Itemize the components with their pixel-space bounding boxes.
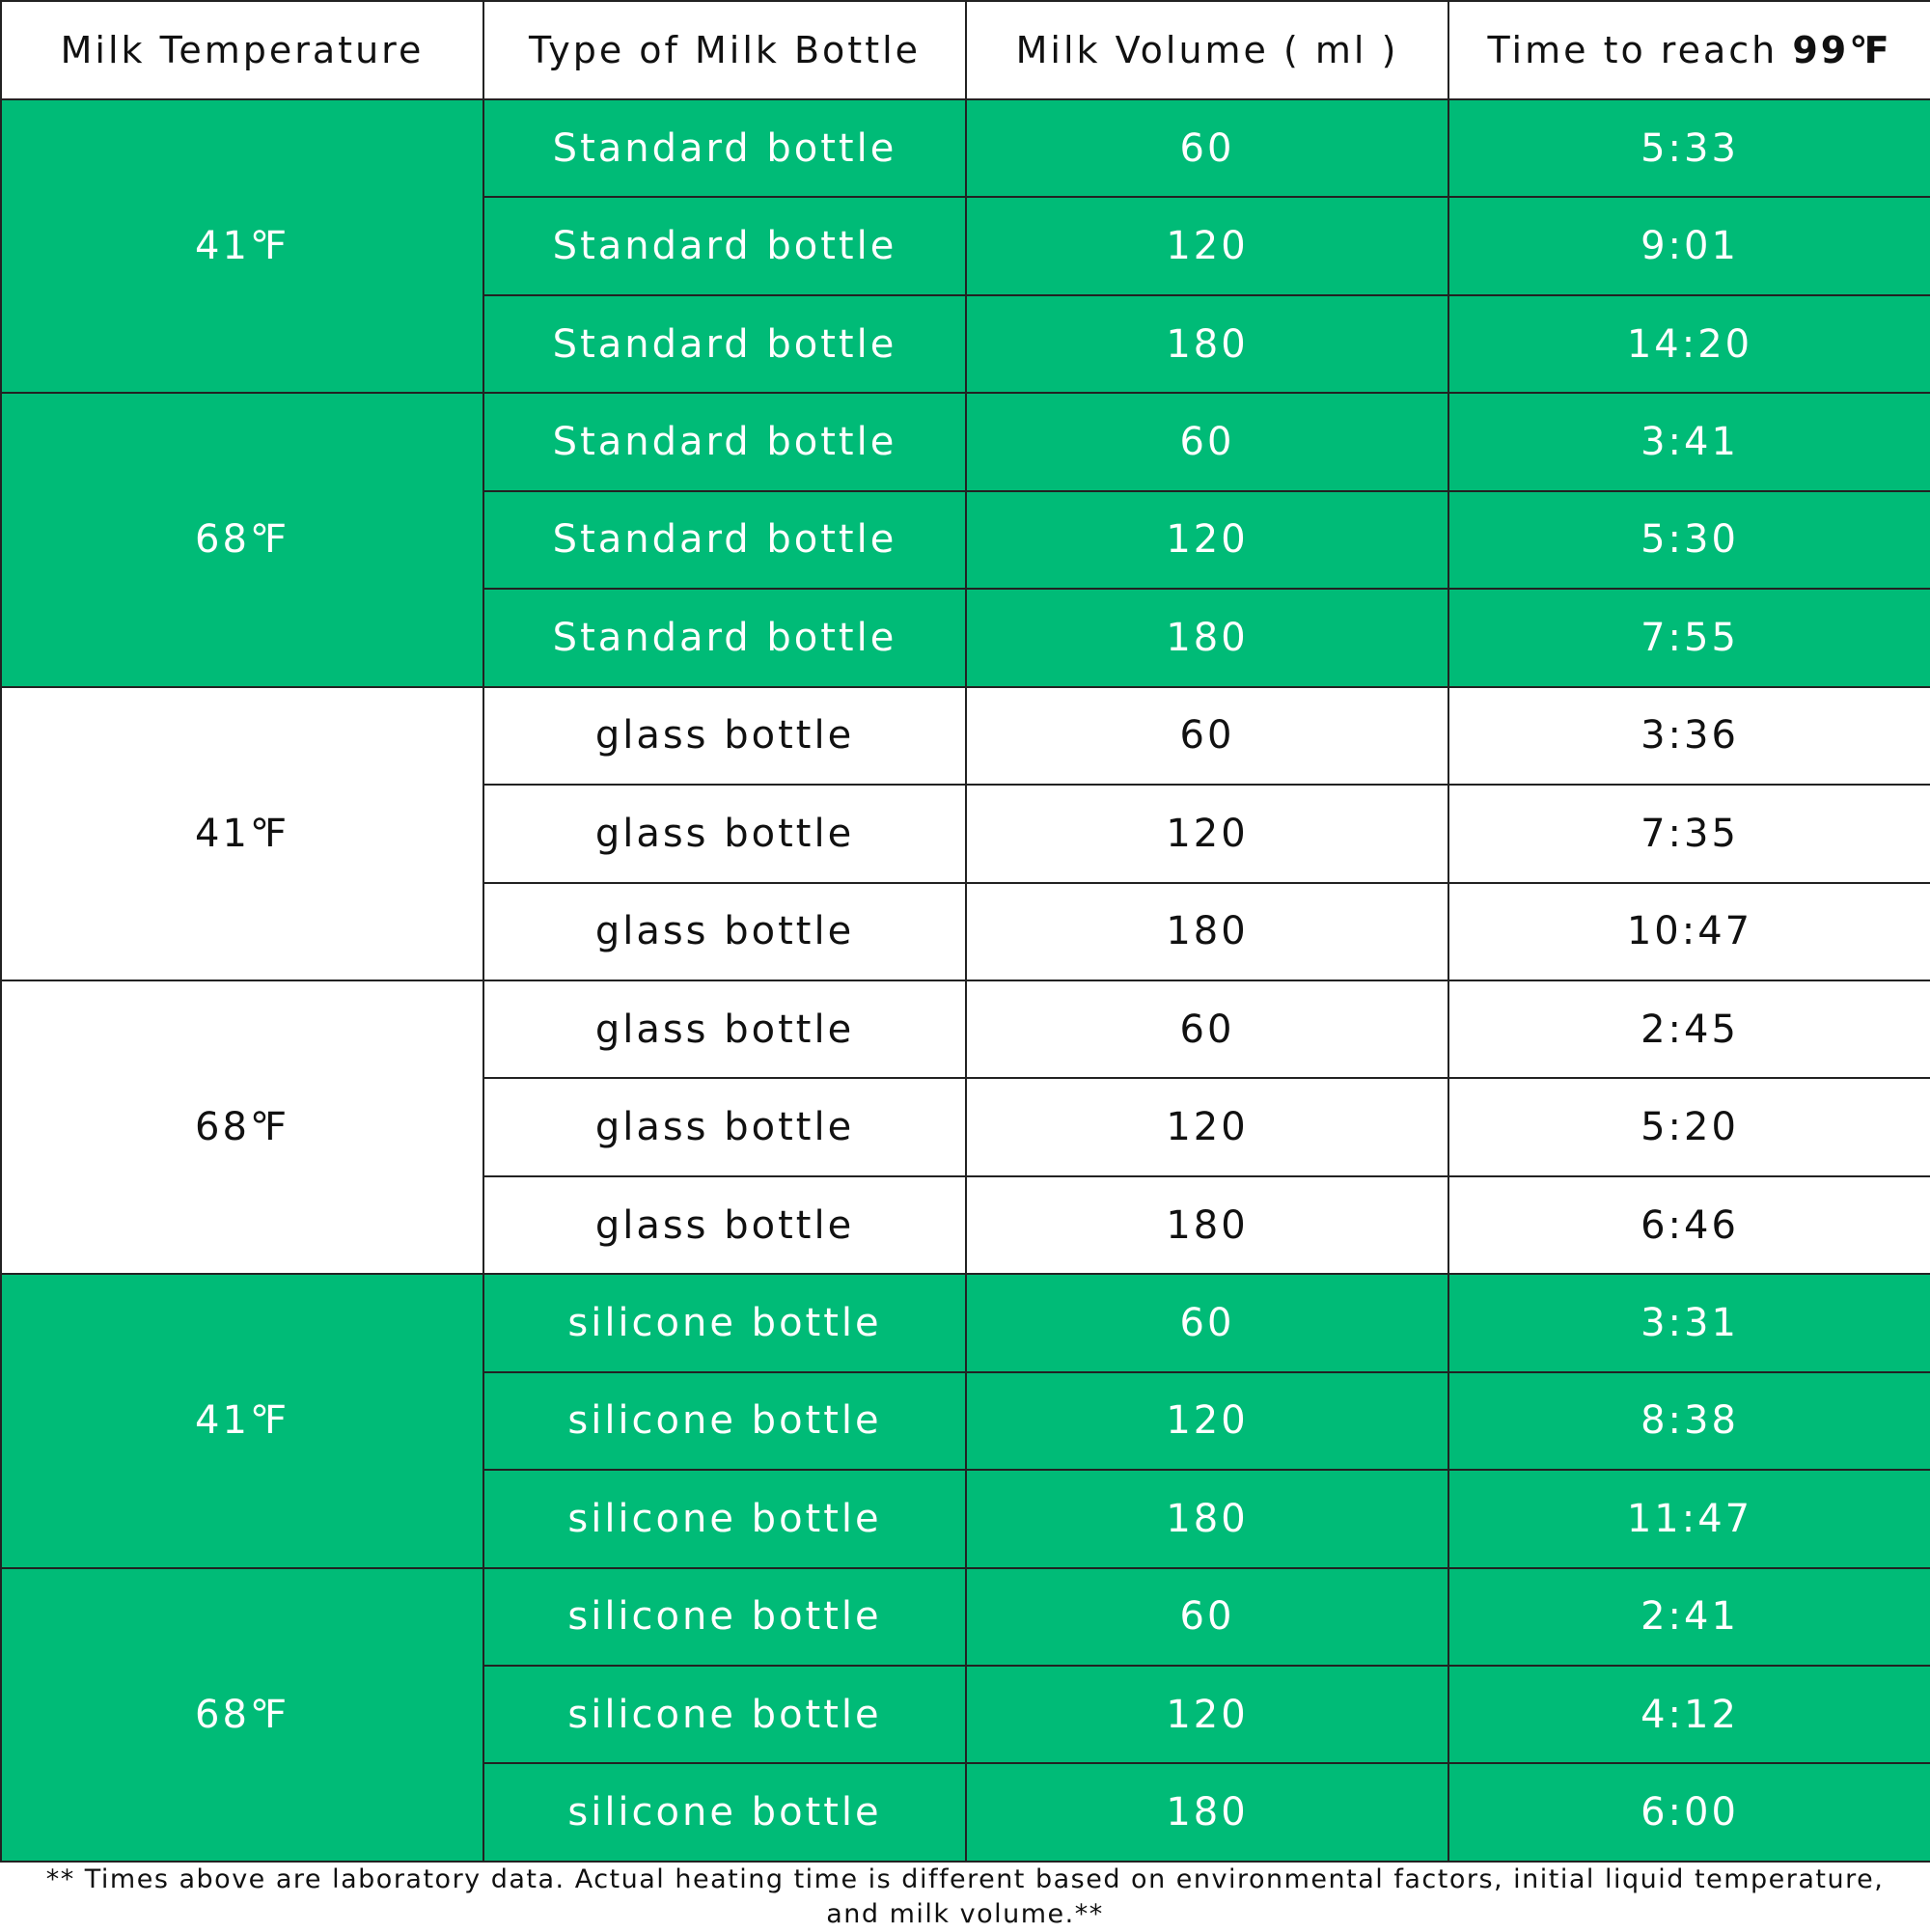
milk-volume-cell: 60 [966,99,1448,197]
bottle-type-cell: silicone bottle [483,1568,966,1666]
milk-temperature-cell: 68℉ [1,393,483,686]
table-row [1,1274,1930,1371]
milk-temperature-cell: 41℉ [1,99,483,393]
bottle-type-cell: Standard bottle [483,99,966,197]
header-milk-temperature: Milk Temperature [1,1,483,99]
bottle-type-cell: glass bottle [483,1176,966,1274]
header-time-target: 99℉ [1792,29,1892,71]
heating-time-cell: 6:00 [1448,1763,1930,1862]
milk-volume-cell: 60 [966,1568,1448,1666]
table-row [1,99,1930,197]
heating-time-cell: 3:31 [1448,1274,1930,1371]
milk-volume-cell: 120 [966,1372,1448,1470]
bottle-type-cell: glass bottle [483,980,966,1078]
milk-volume-cell: 180 [966,1763,1448,1862]
bottle-type-cell: Standard bottle [483,393,966,490]
heating-time-cell: 4:12 [1448,1666,1930,1763]
milk-volume-cell: 120 [966,491,1448,589]
milk-volume-cell: 60 [966,980,1448,1078]
heating-time-cell: 11:47 [1448,1470,1930,1567]
milk-volume-cell: 120 [966,197,1448,294]
header-time-prefix: Time to reach [1487,29,1793,71]
bottle-type-cell: Standard bottle [483,197,966,294]
heating-time-cell: 5:33 [1448,99,1930,197]
milk-temperature-cell: 41℉ [1,687,483,980]
heating-time-cell: 5:30 [1448,491,1930,589]
bottle-type-cell: silicone bottle [483,1274,966,1371]
table-row [1,393,1930,490]
bottle-type-cell: glass bottle [483,883,966,980]
header-bottle-type: Type of Milk Bottle [483,1,966,99]
header-milk-volume: Milk Volume ( ml ) [966,1,1448,99]
heating-time-cell: 2:45 [1448,980,1930,1078]
milk-volume-cell: 180 [966,1470,1448,1567]
bottle-type-cell: silicone bottle [483,1763,966,1862]
heating-time-cell: 3:36 [1448,687,1930,785]
table-row [1,980,1930,1078]
milk-volume-cell: 120 [966,785,1448,882]
heating-time-cell: 2:41 [1448,1568,1930,1666]
table-row [1,1568,1930,1666]
bottle-type-cell: glass bottle [483,785,966,882]
milk-temperature-cell: 41℉ [1,1274,483,1567]
bottle-type-cell: Standard bottle [483,491,966,589]
milk-volume-cell: 120 [966,1078,1448,1175]
bottle-type-cell: glass bottle [483,1078,966,1175]
milk-temperature-cell: 68℉ [1,980,483,1274]
footnote: ** Times above are laboratory data. Actual heating time is different based on environmental factors, initial liquid temperature, and milk volume.** [45,1864,1885,1929]
bottle-type-cell: glass bottle [483,687,966,785]
bottle-type-cell: Standard bottle [483,589,966,686]
heating-time-cell: 7:35 [1448,785,1930,882]
bottle-type-cell: Standard bottle [483,295,966,393]
header-time-to-reach [1448,1,1930,99]
table-body [1,99,1930,1862]
heating-time-cell: 5:20 [1448,1078,1930,1175]
heating-time-cell: 7:55 [1448,589,1930,686]
bottle-type-cell: silicone bottle [483,1470,966,1567]
heating-time-cell: 8:38 [1448,1372,1930,1470]
heating-time-cell: 3:41 [1448,393,1930,490]
heating-time-cell: 6:46 [1448,1176,1930,1274]
milk-volume-cell: 60 [966,1274,1448,1371]
milk-volume-cell: 180 [966,295,1448,393]
milk-volume-cell: 60 [966,393,1448,490]
milk-volume-cell: 180 [966,883,1448,980]
heating-time-cell: 14:20 [1448,295,1930,393]
milk-volume-cell: 60 [966,687,1448,785]
heating-time-cell: 9:01 [1448,197,1930,294]
header-row [1,1,1930,99]
table-row [1,687,1930,785]
milk-volume-cell: 120 [966,1666,1448,1763]
milk-temperature-cell: 68℉ [1,1568,483,1862]
milk-volume-cell: 180 [966,589,1448,686]
bottle-type-cell: silicone bottle [483,1372,966,1470]
milk-volume-cell: 180 [966,1176,1448,1274]
bottle-type-cell: silicone bottle [483,1666,966,1763]
heating-time-cell: 10:47 [1448,883,1930,980]
